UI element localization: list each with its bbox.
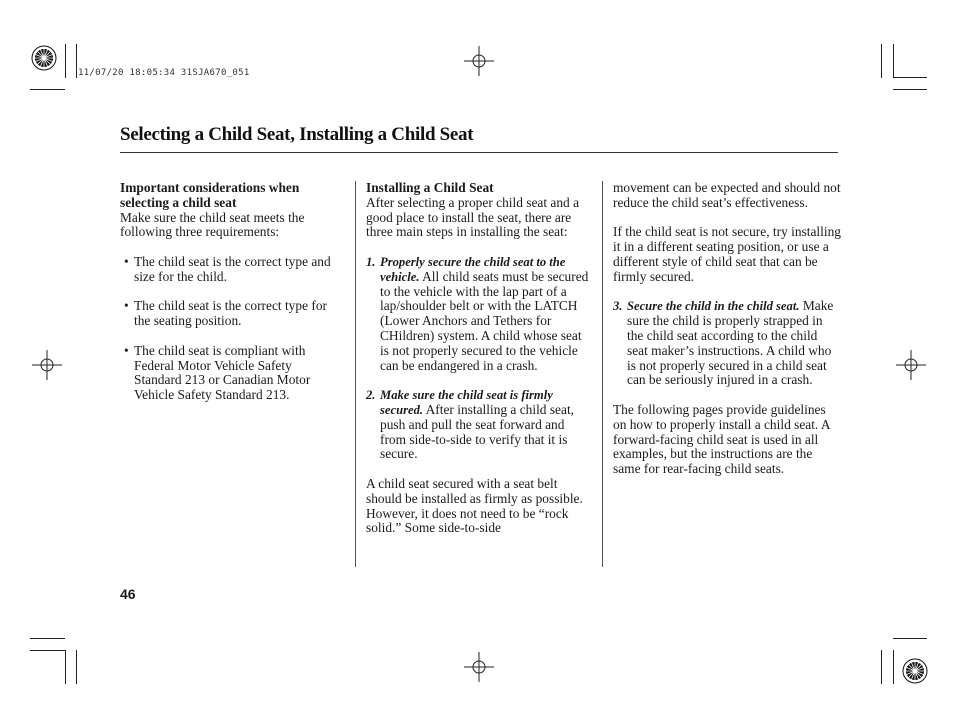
section-heading: Installing a Child Seat [366,180,494,195]
paragraph: The following pages provide guidelines on how to properly install a child seat. A forward-facing child seat is used in all examples, but the instructions are the same for rear-facing child seats. [613,401,830,477]
title-divider [120,152,838,153]
registration-mark-icon [30,44,58,72]
column-divider [355,181,356,567]
crosshair-mark-icon [462,46,496,76]
step-item [366,255,592,373]
crop-mark [30,89,65,90]
print-timestamp: 11/07/20 18:05:34 31SJA670_051 [78,68,250,78]
step-body: After installing a child seat, push and pull the seat forward and from side-to-side to verify that it is secure. [380,401,575,462]
registration-mark-icon [901,657,929,685]
crop-mark [76,44,77,78]
paragraph: After selecting a proper child seat and a good place to install the seat, there are three main steps in installing the seat: [366,194,580,240]
page-number: 46 [120,586,136,602]
crop-mark [893,77,927,78]
crop-mark [65,650,66,684]
crosshair-mark-icon [30,350,64,380]
step-number: 3. [613,299,623,314]
crop-mark [881,650,882,684]
crosshair-mark-icon [462,652,496,682]
step-item [613,299,841,388]
crop-mark [893,44,894,78]
crop-mark [76,650,77,684]
step-number: 2. [366,388,376,403]
crop-mark [893,89,927,90]
page-title: Selecting a Child Seat, Installing a Child Seat [120,124,474,145]
step-body: All child seats must be secured to the vehicle with the lap part of a lap/shoulder belt or with the LATCH (Lower Anchors and Tethers for CHildren) system. A child whose seat is not properly secured to the vehicle can be endangered in a crash. [380,268,589,373]
step-number: 1. [366,254,376,269]
crop-mark [65,44,66,78]
list-item: • The child seat is the correct type and size for the child. [124,253,331,284]
list-item: • The child seat is compliant with Federal Motor Vehicle Safety Standard 213 or Canadian Motor Vehicle Safety Standard 213. [124,342,311,403]
crop-mark [30,650,65,651]
column-divider [602,181,603,567]
paragraph: Make sure the child seat meets the following three requirements: [120,209,305,240]
crosshair-mark-icon [894,350,928,380]
paragraph: If the child seat is not secure, try installing it in a different seating position, or use a different style of child seat that can be firmly secured. [613,224,841,284]
column-middle [366,181,592,536]
paragraph: A child seat secured with a seat belt should be installed as firmly as possible. However, it does not need to be “rock solid.” Some side-to-side [366,475,583,536]
crop-mark [881,44,882,78]
crop-mark [30,638,65,639]
step-item [366,388,592,462]
column-left [120,181,342,403]
column-right [613,181,841,477]
list-item: • The child seat is the correct type for the seating position. [124,298,327,329]
step-body: Make sure the child is properly strapped in the child seat according to the child seat maker’s instructions. A child who is not properly secured in a child seat can be seriously injured in a crash. [627,298,834,388]
step-title: Make sure the child seat is firmly secured. [380,388,553,417]
step-title: Properly secure the child seat to the vehicle. [380,254,566,284]
crop-mark [893,650,894,684]
step-title: Secure the child in the child seat. [627,299,800,314]
crop-mark [893,638,927,639]
paragraph: movement can be expected and should not reduce the child seat’s effectiveness. [613,180,841,210]
section-heading: Important considerations when selecting a child seat [120,180,300,210]
